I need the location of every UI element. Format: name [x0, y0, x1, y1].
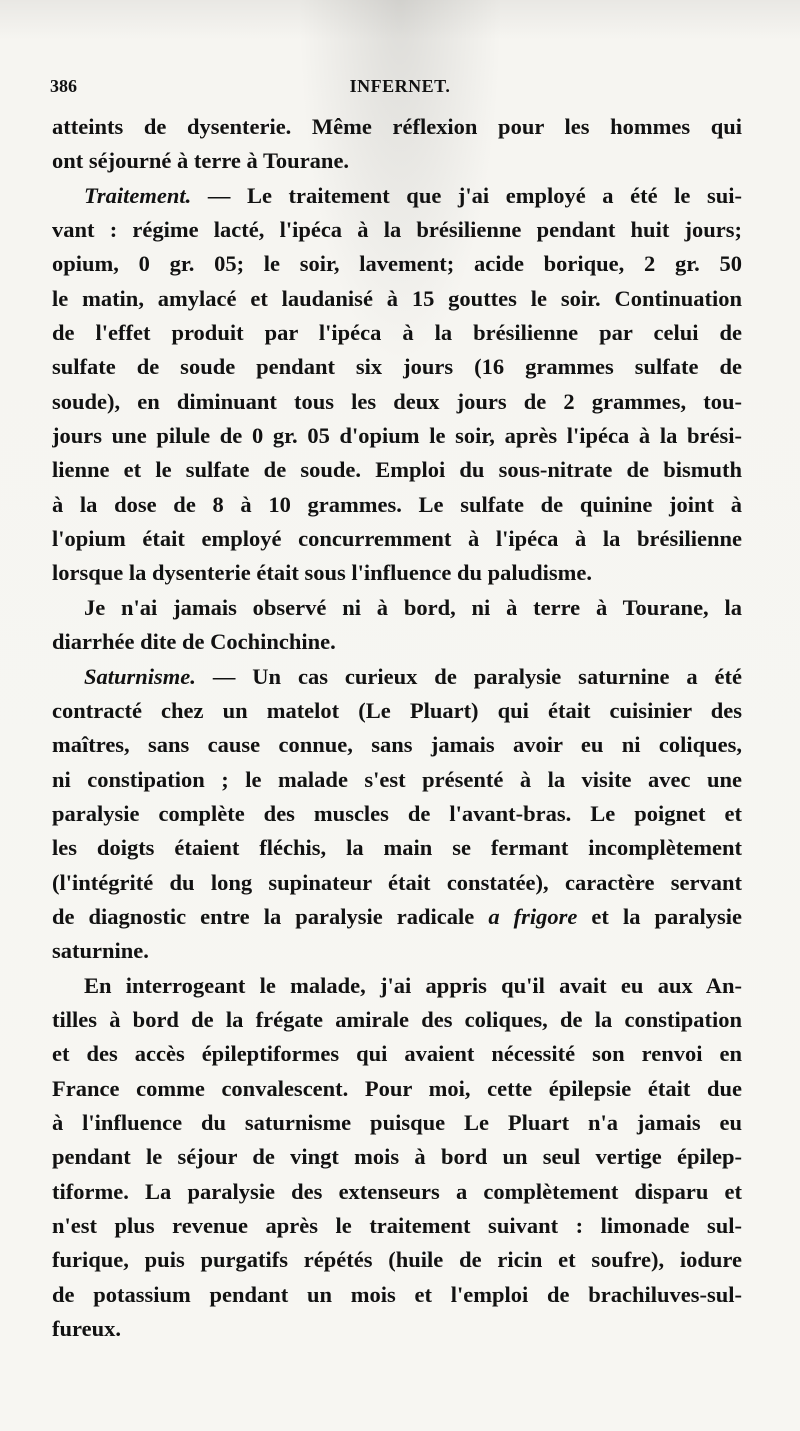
- text-line: [52, 1278, 742, 1312]
- page-number: 386: [50, 76, 77, 96]
- text-line: [52, 1140, 742, 1174]
- text-segment: lorsque la dysenterie était sous l'influence du paludisme.: [52, 560, 593, 586]
- text-segment: le matin, amylacé et laudanisé à 15 gouttes le soir. Continuation: [52, 285, 742, 311]
- text-line: [52, 934, 742, 968]
- text-segment: tiforme. La paralysie des extenseurs a complètement disparu et: [52, 1178, 742, 1204]
- text-segment: saturnine.: [52, 938, 149, 964]
- text-segment: à l'influence du saturnisme puisque Le Pluart n'a jamais eu: [52, 1109, 742, 1135]
- text-segment: paralysie complète des muscles de l'avant-bras. Le poignet et: [52, 800, 742, 826]
- text-line: [52, 625, 742, 659]
- text-segment: lienne et le sulfate de soude. Emploi du sous-nitrate de bismuth: [52, 457, 742, 483]
- text-segment: maîtres, sans cause connue, sans jamais avoir eu ni coliques,: [52, 732, 742, 758]
- text-segment: ont séjourné à terre à Tourane.: [52, 148, 350, 174]
- text-segment: France comme convalescent. Pour moi, cette épilepsie était due: [52, 1075, 742, 1101]
- text-line: [52, 556, 742, 590]
- text-segment: ni constipation ; le malade s'est présenté à la visite avec une: [52, 766, 742, 792]
- running-title: INFERNET.: [349, 76, 451, 96]
- text-segment: à la dose de 8 à 10 grammes. Le sulfate de quinine joint à: [52, 491, 742, 517]
- text-segment: opium, 0 gr. 05; le soir, lavement; acide borique, 2 gr. 50: [52, 251, 742, 277]
- text-segment: diarrhée dite de Cochinchine.: [52, 629, 336, 655]
- text-segment: atteints de dysenterie. Même réflexion pour les hommes qui: [52, 114, 742, 139]
- text-line: [52, 282, 742, 316]
- running-head: [50, 76, 750, 100]
- text-line: [52, 213, 742, 247]
- text-segment: de diagnostic entre la paralysie radicale: [52, 903, 489, 929]
- text-line: [52, 1312, 742, 1346]
- text-line: [52, 728, 742, 762]
- text-line: [52, 488, 742, 522]
- text-line: [52, 144, 742, 178]
- text-line: [52, 694, 742, 728]
- text-line: [52, 419, 742, 453]
- text-segment: les doigts étaient fléchis, la main se fermant incomplètement: [52, 835, 742, 861]
- text-line: [52, 179, 742, 213]
- text-line: [52, 1243, 742, 1277]
- text-line: [52, 522, 742, 556]
- text-line: [52, 591, 742, 625]
- text-segment: et la paralysie: [577, 903, 742, 929]
- text-line: [52, 866, 742, 900]
- text-segment: n'est plus revenue après le traitement suivant : limonade sul-: [52, 1213, 742, 1238]
- text-segment: de potassium pendant un mois et l'emploi de brachiluves-sul-: [52, 1281, 742, 1307]
- text-line: [52, 900, 742, 934]
- text-line: [52, 1003, 742, 1037]
- text-segment: sulfate de soude pendant six jours (16 grammes sulfate de: [52, 354, 742, 380]
- text-line: [52, 316, 742, 350]
- italic-text: a frigore: [488, 903, 578, 929]
- text-segment: tilles à bord de la frégate amirale des coliques, de la constipation: [52, 1006, 742, 1032]
- text-segment: et des accès épileptiformes qui avaient nécessité son renvoi en: [52, 1041, 742, 1067]
- text-segment: fureux.: [52, 1316, 121, 1342]
- italic-text: Traitement.: [84, 182, 192, 208]
- text-line: [52, 831, 742, 865]
- body-text: [52, 110, 742, 1346]
- text-line: [52, 763, 742, 797]
- text-segment: soude), en diminuant tous les deux jours de 2 grammes, tou-: [52, 388, 742, 414]
- text-line: [52, 1072, 742, 1106]
- text-segment: l'opium était employé concurremment à l'ipéca à la brésilienne: [52, 526, 742, 552]
- text-line: [52, 969, 742, 1003]
- text-line: [52, 660, 742, 694]
- text-segment: furique, puis purgatifs répétés (huile de ricin et soufre), iodure: [52, 1247, 742, 1273]
- text-segment: Je n'ai jamais observé ni à bord, ni à terre à Tourane, la: [84, 594, 742, 620]
- text-line: [52, 1209, 742, 1243]
- text-segment: (l'intégrité du long supinateur était constatée), caractère servant: [52, 869, 742, 895]
- text-line: [52, 453, 742, 487]
- text-line: [52, 350, 742, 384]
- text-line: [52, 1175, 742, 1209]
- text-segment: — Un cas curieux de paralysie saturnine a été: [195, 663, 742, 689]
- text-segment: vant : régime lacté, l'ipéca à la brésilienne pendant huit jours;: [52, 217, 742, 243]
- text-segment: En interrogeant le malade, j'ai appris qu'il avait eu aux An-: [84, 972, 742, 998]
- text-line: [52, 385, 742, 419]
- text-line: [52, 1037, 742, 1071]
- text-line: [52, 247, 742, 281]
- text-segment: contracté chez un matelot (Le Pluart) qui était cuisinier des: [52, 697, 742, 723]
- text-line: [52, 797, 742, 831]
- text-line: [52, 110, 742, 144]
- text-segment: de l'effet produit par l'ipéca à la brésilienne par celui de: [52, 320, 742, 346]
- text-segment: pendant le séjour de vingt mois à bord un seul vertige épilep-: [52, 1144, 742, 1170]
- italic-text: Saturnisme.: [84, 663, 196, 689]
- text-segment: jours une pilule de 0 gr. 05 d'opium le soir, après l'ipéca à la brési-: [52, 423, 742, 449]
- text-segment: — Le traitement que j'ai employé a été le sui-: [191, 182, 742, 208]
- text-line: [52, 1106, 742, 1140]
